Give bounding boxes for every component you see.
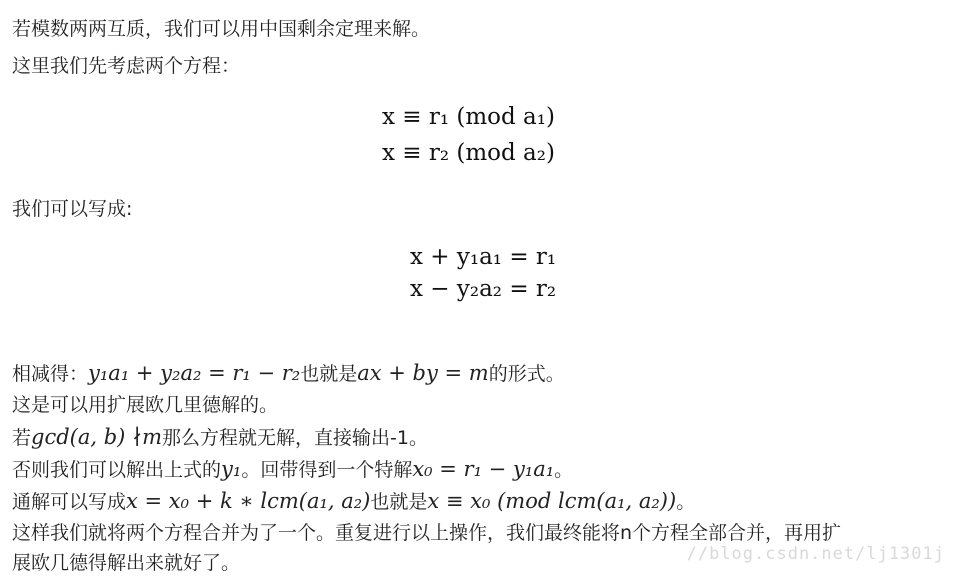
watermark: //blog.csdn.net/lj1301j [686,544,945,564]
text-segment: 也就是 [370,491,428,513]
body-line-6: 这样我们就将两个方程合并为了一个。重复进行以上操作，我们最终能将n个方程全部合并，再用扩 [12,522,842,544]
text-segment: 相减得： [12,363,89,385]
text-segment: 也就是 [300,363,358,385]
congruence-2: x ≡ r₂ (mod a₂) [382,140,555,166]
math-inline: y₁a₁ + y₂a₂ = r₁ − r₂ [88,361,301,385]
math-inline: x₀ = r₁ − y₁a₁ [412,457,555,481]
math-inline: x ≡ x₀ (mod lcm(a₁, a₂)) [427,489,677,513]
congruence-1: x ≡ r₁ (mod a₁) [382,104,555,130]
text-segment: 。 [554,459,574,481]
text-segment: 。回带得到一个特解 [241,459,413,481]
text-segment: 那么方程就无解，直接输出-1。 [162,427,428,449]
math-inline: x = x₀ + k ∗ lcm(a₁, a₂) [126,489,371,513]
rewrite-label: 我们可以写成: [12,198,133,220]
linear-eq-2: x − y₂a₂ = r₂ [410,276,557,302]
body-line-2: 这是可以用扩展欧几里德解的。 [12,394,279,416]
text-segment: 否则我们可以解出上式的 [12,459,222,481]
math-inline: ax + by = m [357,361,489,385]
body-line-7: 展欧几德得解出来就好了。 [12,552,241,574]
intro-line-2: 这里我们先考虑两个方程： [12,55,241,77]
linear-eq-1: x + y₁a₁ = r₁ [410,244,557,270]
text-segment: 的形式。 [488,363,565,385]
body-line-4 [12,457,573,482]
text-segment: 若 [12,427,32,449]
text-segment: 通解可以写成 [12,491,127,513]
math-inline: gcd(a, b) ∤m [31,425,162,449]
body-line-3 [12,425,428,450]
body-line-5 [12,489,695,514]
body-line-1 [12,361,565,386]
text-segment: 。 [676,491,696,513]
math-inline: y₁ [221,457,242,481]
intro-line-1: 若模数两两互质，我们可以用中国剩余定理来解。 [12,18,431,40]
